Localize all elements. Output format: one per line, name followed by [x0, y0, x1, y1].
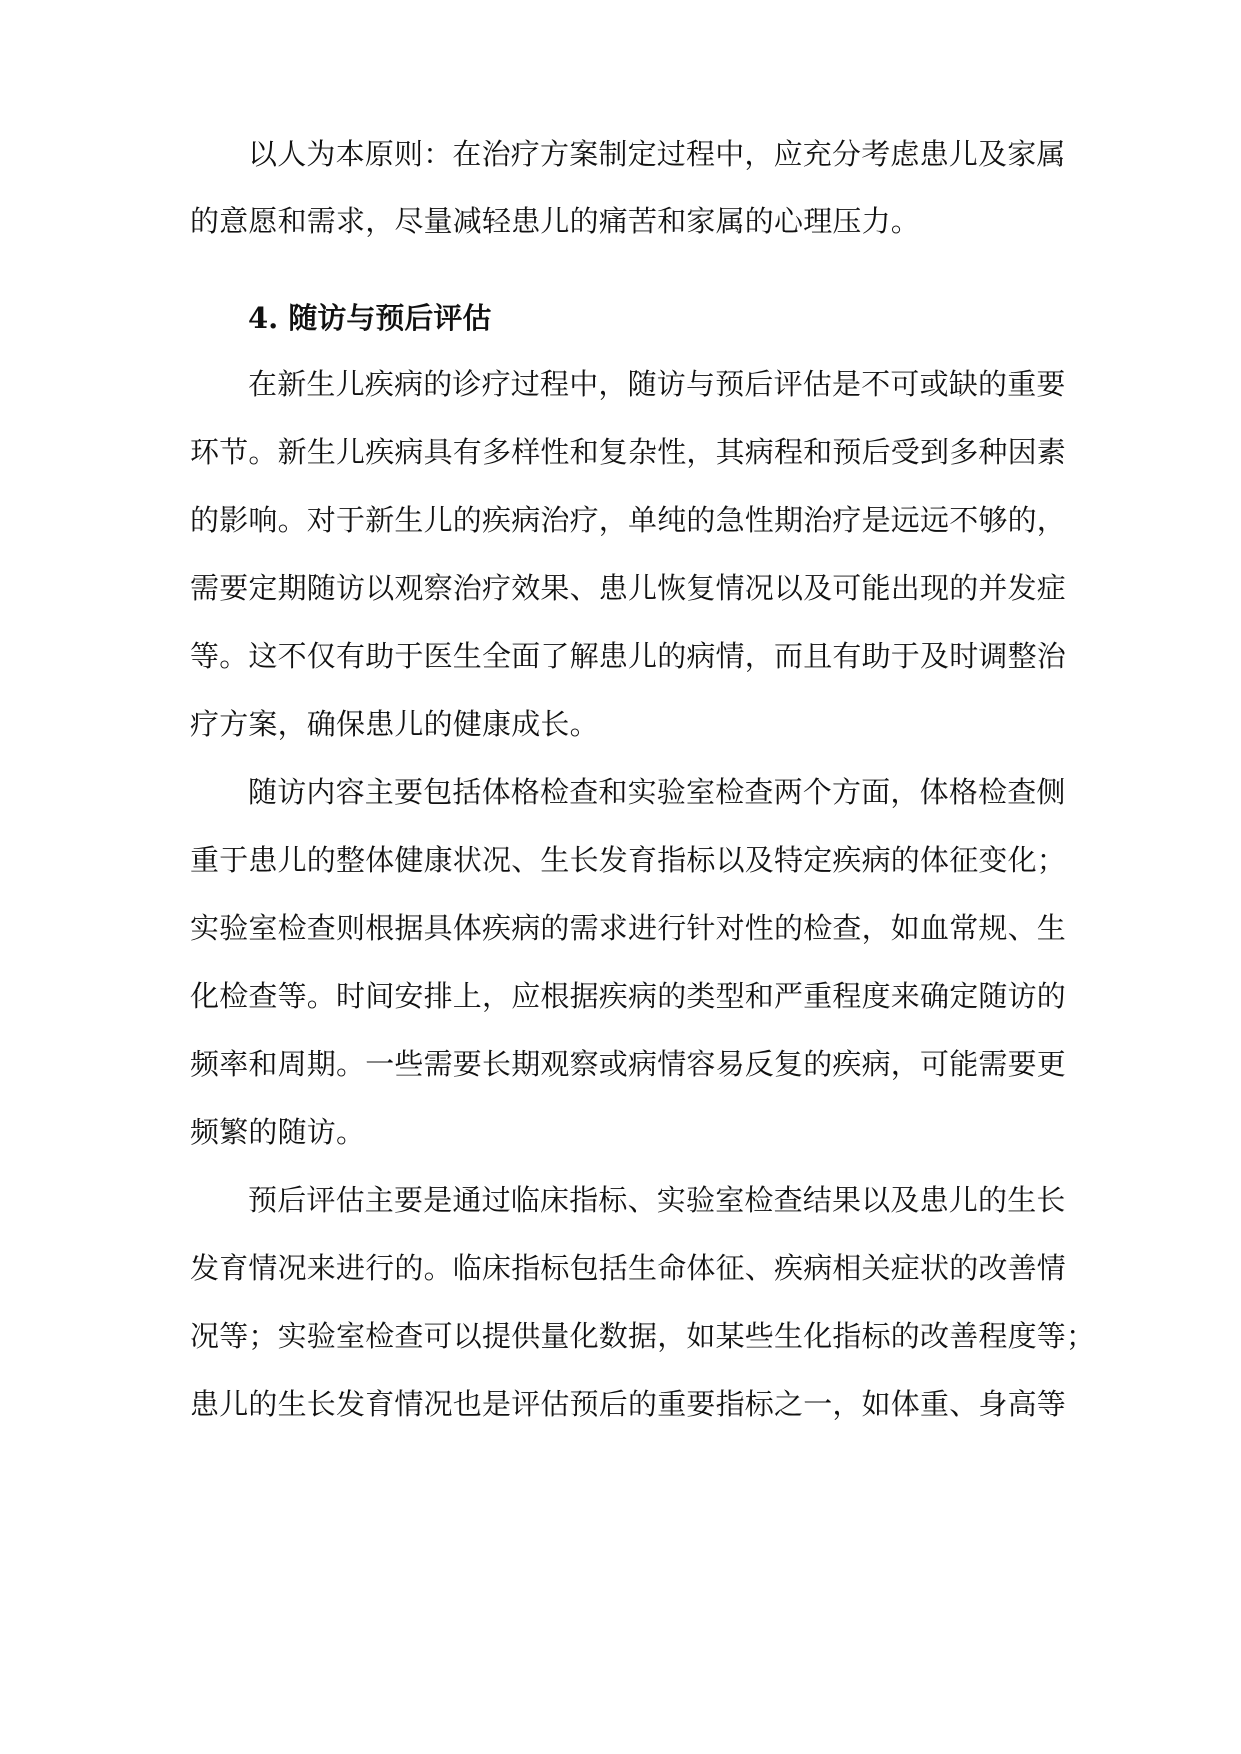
- paragraph-line: 在新生儿疾病的诊疗过程中，随访与预后评估是不可或缺的重要: [248, 367, 1066, 401]
- paragraph-line: 况等；实验室检查可以提供量化数据，如某些生化指标的改善程度等；: [190, 1319, 1096, 1353]
- section-heading: 4. 随访与预后评估: [248, 301, 492, 335]
- paragraph-line: 频繁的随访。: [190, 1115, 366, 1149]
- paragraph-line: 发育情况来进行的。临床指标包括生命体征、疾病相关症状的改善情: [190, 1251, 1067, 1285]
- paragraph-line: 实验室检查则根据具体疾病的需求进行针对性的检查，如血常规、生: [190, 911, 1067, 945]
- paragraph-line: 疗方案，确保患儿的健康成长。: [190, 707, 599, 741]
- paragraph-line: 需要定期随访以观察治疗效果、患儿恢复情况以及可能出现的并发症: [190, 571, 1067, 605]
- paragraph-line: 频率和周期。一些需要长期观察或病情容易反复的疾病，可能需要更: [190, 1047, 1067, 1081]
- paragraph-line: 患儿的生长发育情况也是评估预后的重要指标之一，如体重、身高等: [190, 1387, 1067, 1421]
- paragraph-line: 等。这不仅有助于医生全面了解患儿的病情，而且有助于及时调整治: [190, 639, 1067, 673]
- paragraph-line: 化检查等。时间安排上，应根据疾病的类型和严重程度来确定随访的: [190, 979, 1067, 1013]
- paragraph-line: 预后评估主要是通过临床指标、实验室检查结果以及患儿的生长: [248, 1183, 1066, 1217]
- paragraph-line: 随访内容主要包括体格检查和实验室检查两个方面，体格检查侧: [248, 775, 1066, 809]
- paragraph-line: 的影响。对于新生儿的疾病治疗，单纯的急性期治疗是远远不够的，: [190, 503, 1067, 537]
- paragraph-line: 重于患儿的整体健康状况、生长发育指标以及特定疾病的体征变化；: [190, 843, 1067, 877]
- paragraph-line: 的意愿和需求，尽量减轻患儿的痛苦和家属的心理压力。: [190, 204, 921, 238]
- paragraph-line: 环节。新生儿疾病具有多样性和复杂性，其病程和预后受到多种因素: [190, 435, 1067, 469]
- paragraph-line: 以人为本原则：在治疗方案制定过程中，应充分考虑患儿及家属: [248, 137, 1066, 171]
